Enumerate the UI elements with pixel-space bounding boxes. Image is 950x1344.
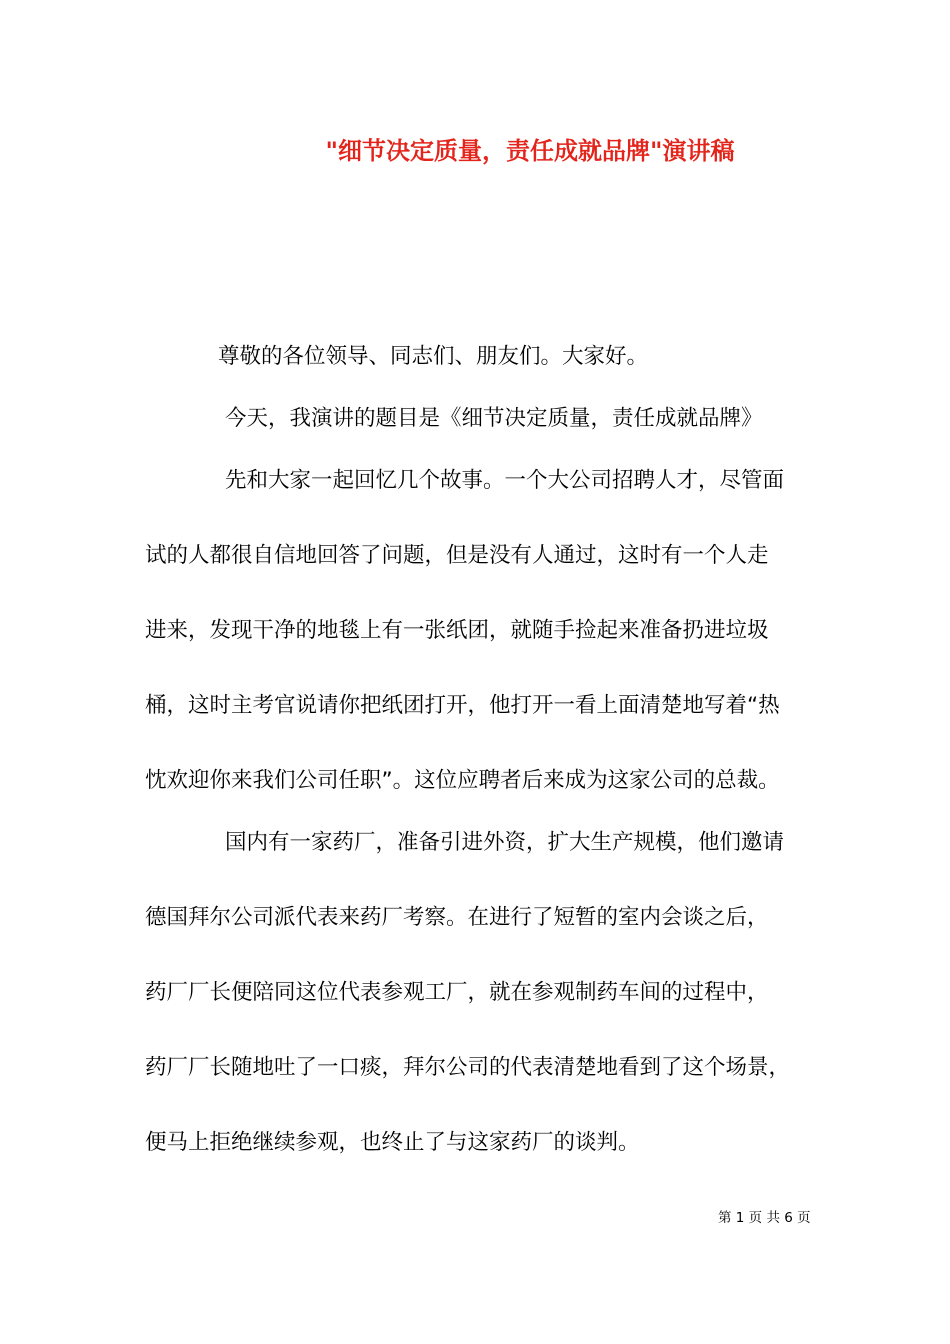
body-line-story1-5: 忱欢迎你来我们公司任职”。这位应聘者后来成为这家公司的总裁。: [145, 768, 780, 793]
body-line-story2-3: 药厂厂长便陪同这位代表参观工厂，就在参观制药车间的过程中，: [145, 980, 769, 1005]
body-line-greeting: 尊敬的各位领导、同志们、朋友们。大家好。: [218, 344, 649, 369]
body-line-story1-3: 进来，发现干净的地毯上有一张纸团，就随手捡起来准备扔进垃圾: [145, 618, 769, 643]
document-title-container: [0, 134, 950, 168]
body-line-story1-2: 试的人都很自信地回答了问题，但是没有人通过，这时有一个人走: [145, 543, 769, 568]
document-body: [145, 338, 835, 1199]
body-line-story2-5: 便马上拒绝继续参观，也终止了与这家药厂的谈判。: [145, 1130, 640, 1155]
document-title: "细节决定质量，责任成就品牌"演讲稿: [325, 137, 735, 165]
body-line-topic: 今天，我演讲的题目是《细节决定质量，责任成就品牌》: [225, 406, 763, 431]
page-number-footer: 第 1 页 共 6 页: [718, 1210, 811, 1226]
body-line-story2-4: 药厂厂长随地吐了一口痰，拜尔公司的代表清楚地看到了这个场景，: [145, 1055, 791, 1080]
body-line-story1-4: 桶，这时主考官说请你把纸团打开，他打开一看上面清楚地写着“热: [145, 693, 780, 718]
body-line-story2-1: 国内有一家药厂，准备引进外资，扩大生产规模，他们邀请: [225, 830, 785, 855]
body-line-story1-1: 先和大家一起回忆几个故事。一个大公司招聘人才，尽管面: [225, 468, 785, 493]
body-line-story2-2: 德国拜尔公司派代表来药厂考察。在进行了短暂的室内会谈之后，: [145, 905, 769, 930]
